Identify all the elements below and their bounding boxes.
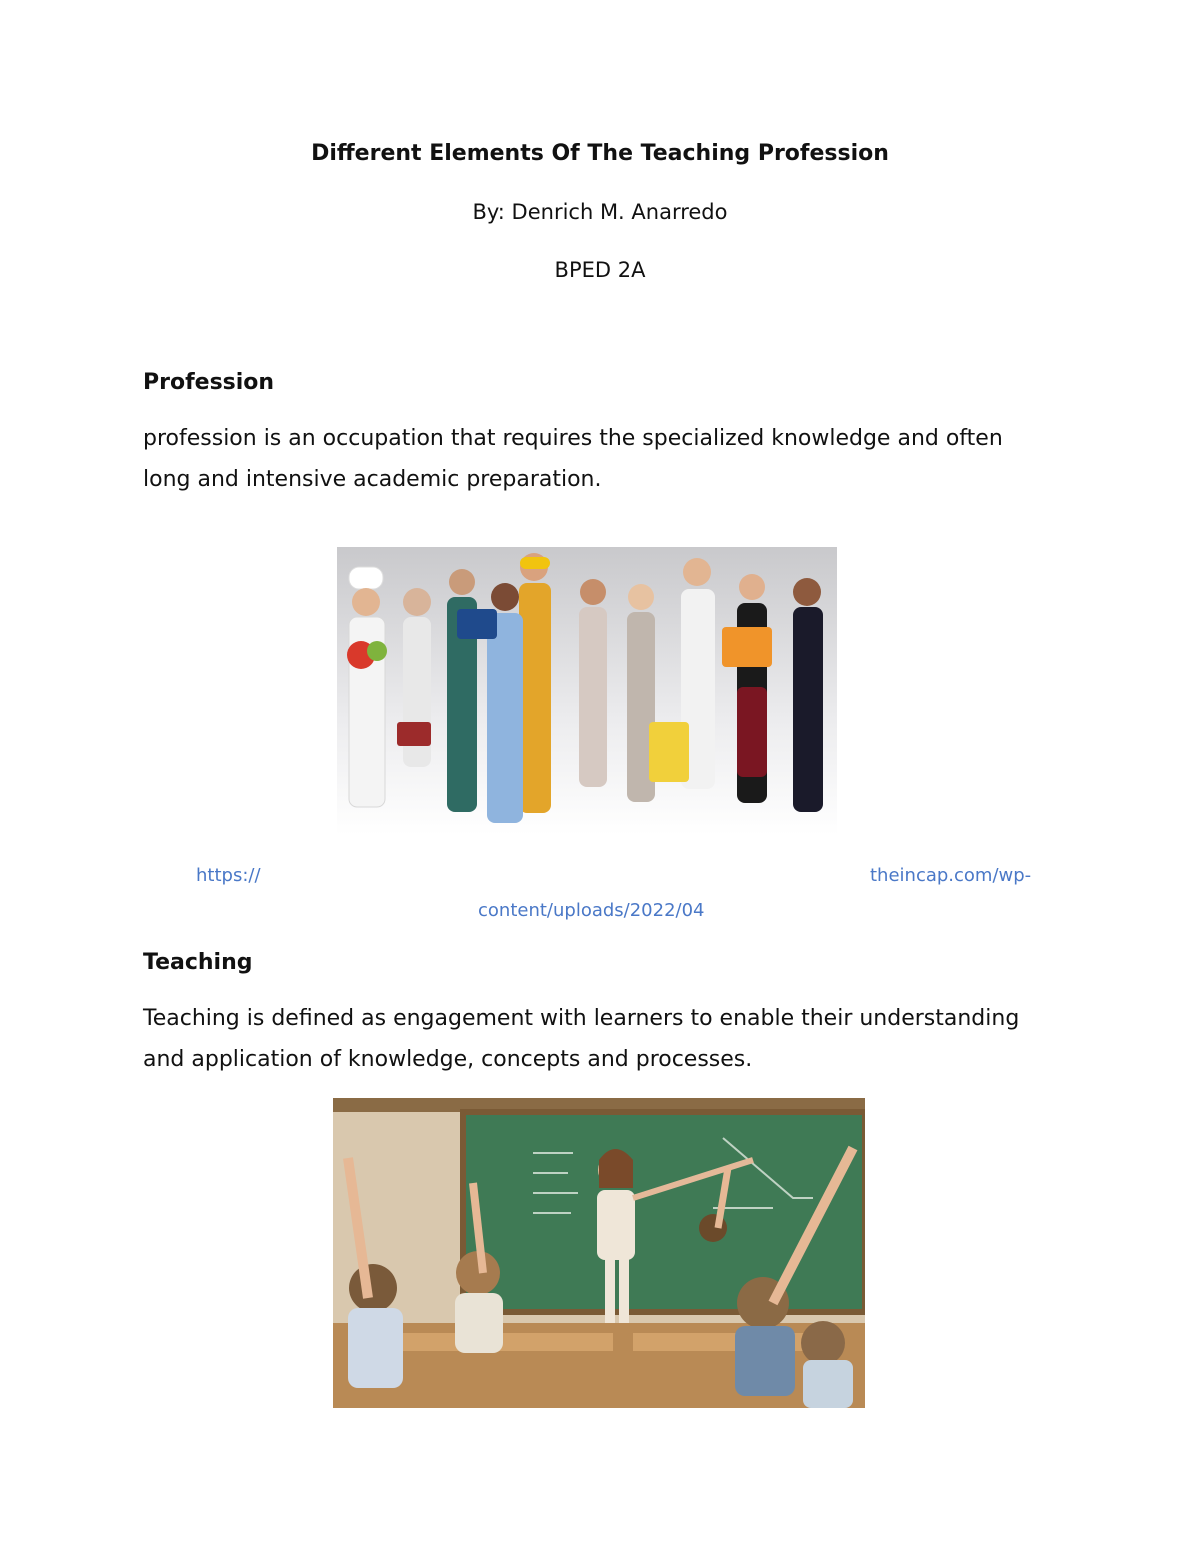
profession-paragraph: profession is an occupation that requires the specialized knowledge and often long and intensive academic preparation. — [143, 426, 1003, 492]
profession-heading: Profession — [143, 370, 275, 395]
section-line: BPED 2A — [554, 258, 646, 282]
workers-group-photo — [337, 547, 837, 835]
source-link-part-3[interactable]: content/uploads/2022/04 — [478, 900, 705, 921]
author-line: By: Denrich M. Anarredo — [472, 200, 728, 224]
teaching-paragraph: Teaching is defined as engagement with learners to enable their understanding and application of knowledge, concepts and processes. — [143, 1006, 1020, 1072]
source-link-part-1[interactable]: https:// — [196, 865, 261, 886]
classroom-photo — [333, 1098, 865, 1408]
document-title: Different Elements Of The Teaching Profession — [311, 141, 889, 166]
source-link-part-2[interactable]: theincap.com/wp- — [870, 865, 1032, 886]
teaching-heading: Teaching — [143, 950, 253, 975]
